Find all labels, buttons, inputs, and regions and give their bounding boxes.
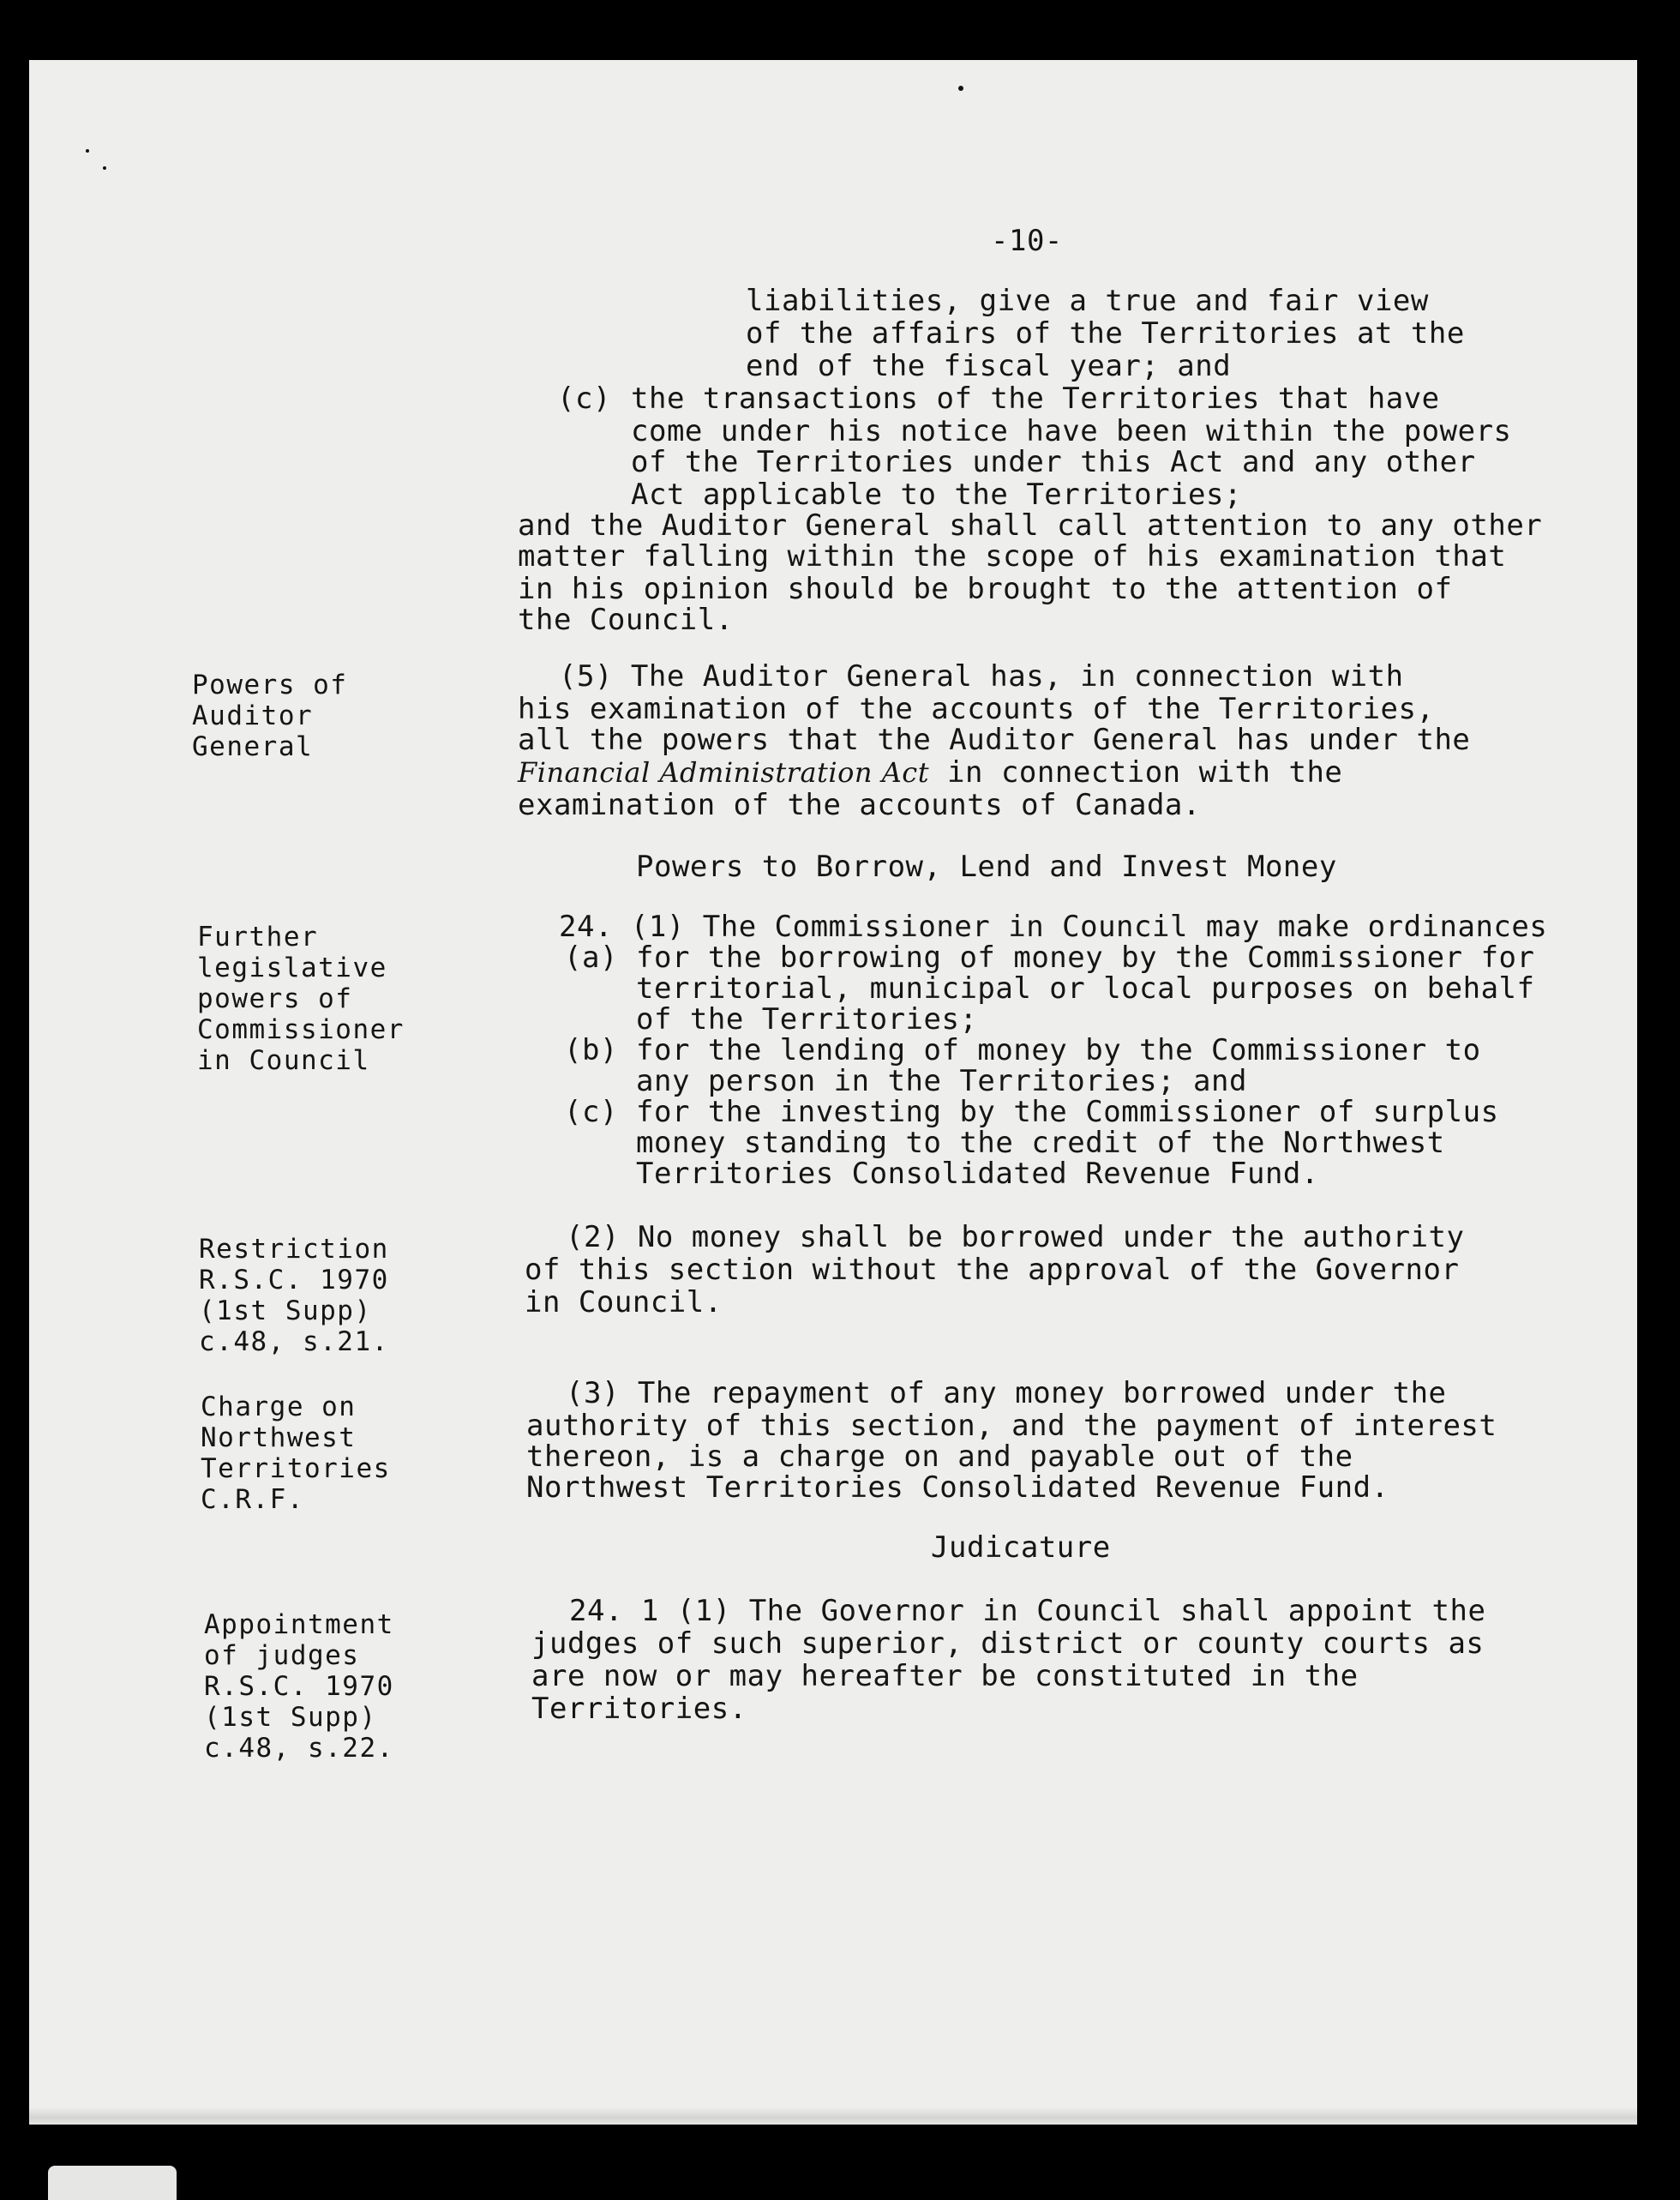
body-line: judges of such superior, district or county courts as: [531, 1626, 1485, 1661]
paper-tab: [48, 2166, 177, 2200]
margin-note: C.R.F.: [201, 1484, 304, 1515]
speck: [958, 86, 963, 91]
body-line: 24. (1) The Commissioner in Council may make ordinances: [559, 910, 1548, 944]
body-line: money standing to the credit of the Northwest: [636, 1126, 1445, 1160]
item-label: (b): [564, 1033, 618, 1067]
body-line: examination of the accounts of Canada.: [518, 788, 1201, 822]
body-line: come under his notice have been within the powers: [631, 414, 1512, 448]
act-title: Financial Administration Act: [518, 756, 930, 789]
margin-note: R.S.C. 1970: [204, 1671, 394, 1702]
body-line: liabilities, give a true and fair view: [746, 284, 1429, 318]
body-line: thereon, is a charge on and payable out of the: [526, 1440, 1353, 1474]
body-line: are now or may hereafter be constituted in the: [531, 1659, 1359, 1693]
body-line: his examination of the accounts of the Territories,: [518, 692, 1435, 726]
item-label: (c): [557, 382, 611, 416]
margin-note: of judges: [204, 1640, 360, 1671]
body-line: the Council.: [518, 603, 734, 637]
margin-note: Auditor: [192, 700, 314, 731]
margin-note: R.S.C. 1970: [199, 1265, 389, 1295]
margin-note: Powers of: [192, 670, 348, 700]
section-heading: Powers to Borrow, Lend and Invest Money: [636, 850, 1337, 884]
body-line: of the Territories under this Act and any other: [631, 445, 1476, 479]
body-line: [518, 756, 1342, 789]
body-line: any person in the Territories; and: [636, 1064, 1247, 1098]
body-line: of the Territories;: [636, 1002, 978, 1037]
body-line: Territories.: [531, 1692, 747, 1726]
body-text: in connection with the: [929, 755, 1343, 790]
body-line: end of the fiscal year; and: [746, 349, 1232, 383]
margin-note: Territories: [201, 1453, 391, 1484]
body-line: (2) No money shall be borrowed under the authority: [566, 1220, 1465, 1254]
body-line: in Council.: [525, 1285, 723, 1319]
body-line: 24. 1 (1) The Governor in Council shall appoint the: [569, 1594, 1486, 1628]
body-line: of this section without the approval of the Governor: [525, 1253, 1460, 1287]
speck: [103, 166, 106, 170]
margin-note: powers of: [197, 983, 353, 1014]
body-line: (3) The repayment of any money borrowed under the: [566, 1376, 1447, 1410]
body-line: authority of this section, and the payment of interest: [526, 1409, 1497, 1443]
margin-note: Restriction: [199, 1234, 389, 1265]
margin-note: Further: [197, 922, 319, 953]
body-line: Act applicable to the Territories;: [631, 478, 1242, 512]
item-label: (c): [564, 1095, 618, 1129]
body-line: Northwest Territories Consolidated Revenue Fund.: [526, 1470, 1389, 1505]
body-line: for the investing by the Commissioner of surplus: [636, 1095, 1499, 1129]
margin-note: Appointment: [204, 1609, 394, 1640]
body-line: the transactions of the Territories that have: [631, 382, 1440, 416]
item-label: (a): [564, 941, 618, 975]
margin-note: in Council: [197, 1045, 370, 1076]
body-line: territorial, municipal or local purposes on behalf: [636, 971, 1535, 1006]
document-page: [29, 60, 1637, 2125]
speck: [86, 149, 89, 153]
margin-note: Northwest: [201, 1422, 357, 1453]
body-line: of the affairs of the Territories at the: [746, 316, 1465, 351]
margin-note: legislative: [197, 953, 387, 983]
margin-note: (1st Supp): [199, 1295, 372, 1326]
margin-note: c.48, s.21.: [199, 1326, 389, 1357]
margin-note: General: [192, 731, 314, 762]
body-line: and the Auditor General shall call attention to any other: [518, 508, 1543, 543]
body-line: in his opinion should be brought to the attention of: [518, 572, 1453, 606]
scan-edge: [29, 2107, 1637, 2125]
body-line: (5) The Auditor General has, in connection with: [559, 659, 1404, 694]
body-line: Territories Consolidated Revenue Fund.: [636, 1157, 1319, 1191]
body-line: matter falling within the scope of his examination that: [518, 539, 1507, 574]
body-line: for the lending of money by the Commissioner to: [636, 1033, 1481, 1067]
margin-note: Commissioner: [197, 1014, 405, 1045]
margin-note: c.48, s.22.: [204, 1733, 394, 1764]
margin-note: Charge on: [201, 1392, 357, 1422]
section-heading: Judicature: [931, 1530, 1111, 1565]
body-line: for the borrowing of money by the Commissioner for: [636, 941, 1535, 975]
page-number: -10-: [991, 224, 1063, 258]
body-line: all the powers that the Auditor General has under the: [518, 723, 1471, 757]
margin-note: (1st Supp): [204, 1702, 377, 1733]
